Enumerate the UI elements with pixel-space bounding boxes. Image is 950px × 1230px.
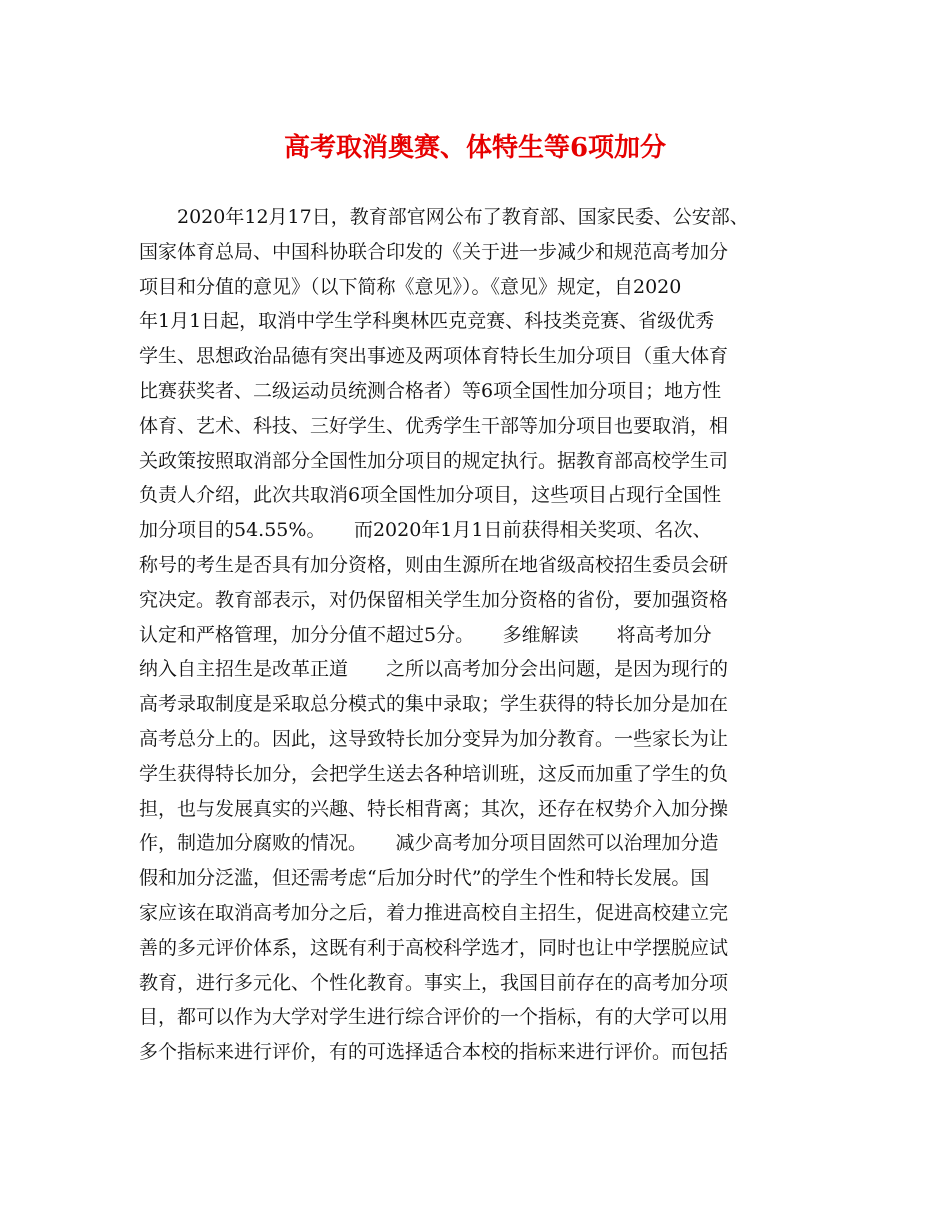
- body-text-line: 假和加分泛滥，但还需考虑“后加分时代”的学生个性和特长发展。国: [139, 867, 710, 890]
- body-text-line: 比赛获奖者、二级运动员统测合格者）等6项全国性加分项目；地方性: [139, 379, 722, 402]
- body-text-line: 认定和严格管理，加分分值不超过5分。 多维解读 将高考加分: [139, 623, 712, 646]
- body-text-line: 学生、思想政治品德有突出事迹及两项体育特长生加分项目（重大体育: [139, 345, 729, 368]
- body-text-line: 关政策按照取消部分全国性加分项目的规定执行。据教育部高校学生司: [139, 449, 729, 472]
- body-text-line: 国家体育总局、中国科协联合印发的《关于进一步减少和规范高考加分: [139, 240, 729, 263]
- document-title: 高考取消奥赛、体特生等6项加分: [283, 133, 667, 163]
- body-text-line: 项目和分值的意见》（以下简称《意见》）。《意见》规定，自2020: [139, 275, 682, 298]
- body-text-line: 称号的考生是否具有加分资格，则由生源所在地省级高校招生委员会研: [139, 553, 729, 576]
- body-text-line: 2020年12月17日，教育部官网公布了教育部、国家民委、公安部、: [139, 206, 749, 228]
- body-text-line: 目，都可以作为大学对学生进行综合评价的一个指标，有的大学可以用: [139, 1006, 729, 1029]
- body-text-line: 体育、艺术、科技、三好学生、优秀学生干部等加分项目也要取消，相: [139, 414, 729, 437]
- body-text-line: 多个指标来进行评价，有的可选择适合本校的指标来进行评价。而包括: [139, 1041, 729, 1064]
- body-text-line: 担，也与发展真实的兴趣、特长相背离；其次，还存在权势介入加分操: [139, 797, 729, 820]
- body-text-line: 高考录取制度是采取总分模式的集中录取；学生获得的特长加分是加在: [139, 693, 729, 716]
- body-text-line: 年1月1日起，取消中学生学科奥林匹克竞赛、科技类竞赛、省级优秀: [139, 310, 715, 333]
- body-text-line: 家应该在取消高考加分之后，着力推进高校自主招生，促进高校建立完: [139, 901, 729, 924]
- body-text-line: 究决定。教育部表示，对仍保留相关学生加分资格的省份，要加强资格: [139, 588, 729, 611]
- body-text-line: 教育，进行多元化、个性化教育。事实上，我国目前存在的高考加分项: [139, 971, 729, 994]
- body-text-line: 善的多元评价体系，这既有利于高校科学选才，同时也让中学摆脱应试: [139, 936, 729, 959]
- body-text-line: 加分项目的54.55%。 而2020年1月1日前获得相关奖项、名次、: [139, 519, 712, 542]
- body-text-line: 负责人介绍，此次共取消6项全国性加分项目，这些项目占现行全国性: [139, 484, 722, 507]
- body-text-line: 作，制造加分腐败的情况。 减少高考加分项目固然可以治理加分造: [139, 832, 719, 855]
- body-text-line: 纳入自主招生是改革正道 之所以高考加分会出问题，是因为现行的: [139, 658, 729, 681]
- body-text-line: 学生获得特长加分，会把学生送去各种培训班，这反而加重了学生的负: [139, 762, 729, 785]
- body-text-line: 高考总分上的。因此，这导致特长加分变异为加分教育。一些家长为让: [139, 727, 729, 750]
- document-body: [139, 200, 819, 1070]
